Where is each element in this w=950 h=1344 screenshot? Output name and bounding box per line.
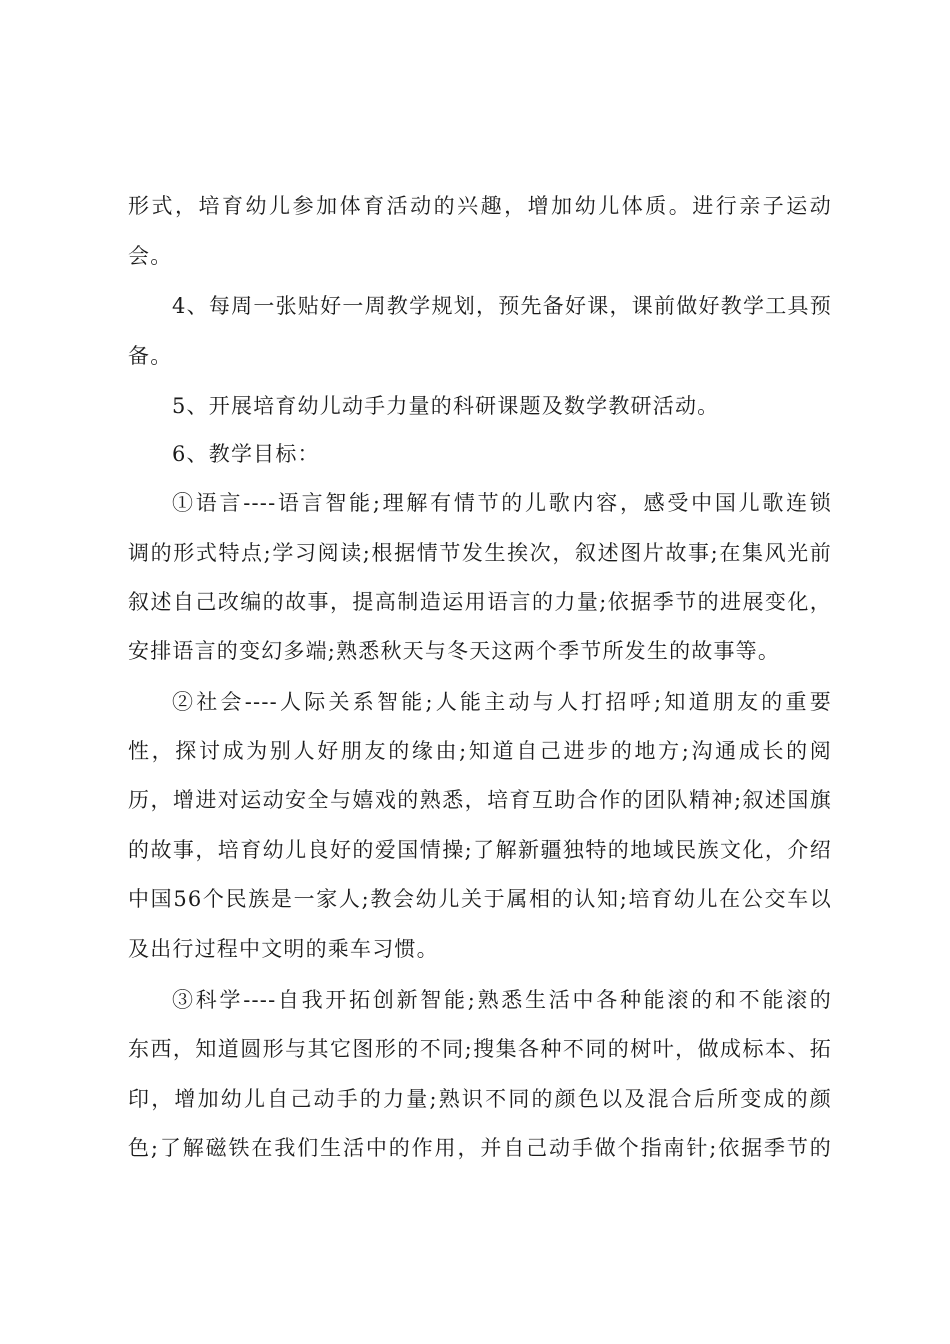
text-line: 性，探讨成为别人好朋友的缘由;知道自己进步的地方;沟通成长的阅	[128, 739, 832, 763]
text-line: 及出行过程中文明的乘车习惯。	[128, 937, 439, 961]
text-line: 色;了解磁铁在我们生活中的作用，并自己动手做个指南针;依据季节的	[128, 1136, 832, 1160]
text-line: 备。	[128, 344, 173, 368]
text-line: 历，增进对运动安全与嬉戏的熟悉，培育互助合作的团队精神;叙述国旗	[128, 788, 832, 812]
text-line: 叙述自己改编的故事，提高制造运用语言的力量;依据季节的进展变化，	[128, 590, 832, 614]
text-line: ①语言----语言智能;理解有情节的儿歌内容，感受中国儿歌连锁	[172, 491, 832, 515]
text-line: 的故事，培育幼儿良好的爱国情操;了解新疆独特的地域民族文化，介绍	[128, 838, 832, 862]
text-line: ②社会----人际关系智能;人能主动与人打招呼;知道朋友的重要	[172, 690, 832, 714]
text-line: 形式，培育幼儿参加体育活动的兴趣，增加幼儿体质。进行亲子运动	[128, 194, 832, 218]
text-line: ③科学----自我开拓创新智能;熟悉生活中各种能滚的和不能滚的	[172, 988, 832, 1012]
text-line: 安排语言的变幻多端;熟悉秋天与冬天这两个季节所发生的故事等。	[128, 639, 781, 663]
text-line: 印，增加幼儿自己动手的力量;熟识不同的颜色以及混合后所变成的颜	[128, 1087, 832, 1111]
text-line: 5、开展培育幼儿动手力量的科研课题及数学教研活动。	[172, 394, 720, 418]
text-line: 中国56个民族是一家人;教会幼儿关于属相的认知;培育幼儿在公交车以	[128, 887, 832, 911]
text-line: 4、每周一张贴好一周教学规划，预先备好课，课前做好教学工具预	[172, 294, 832, 318]
text-line: 东西，知道圆形与其它图形的不同;搜集各种不同的树叶，做成标本、拓	[128, 1037, 832, 1061]
text-line: 调的形式特点;学习阅读;根据情节发生挨次，叙述图片故事;在集风光前	[128, 541, 832, 565]
text-line: 会。	[128, 244, 173, 268]
text-line: 6、教学目标：	[172, 442, 320, 466]
